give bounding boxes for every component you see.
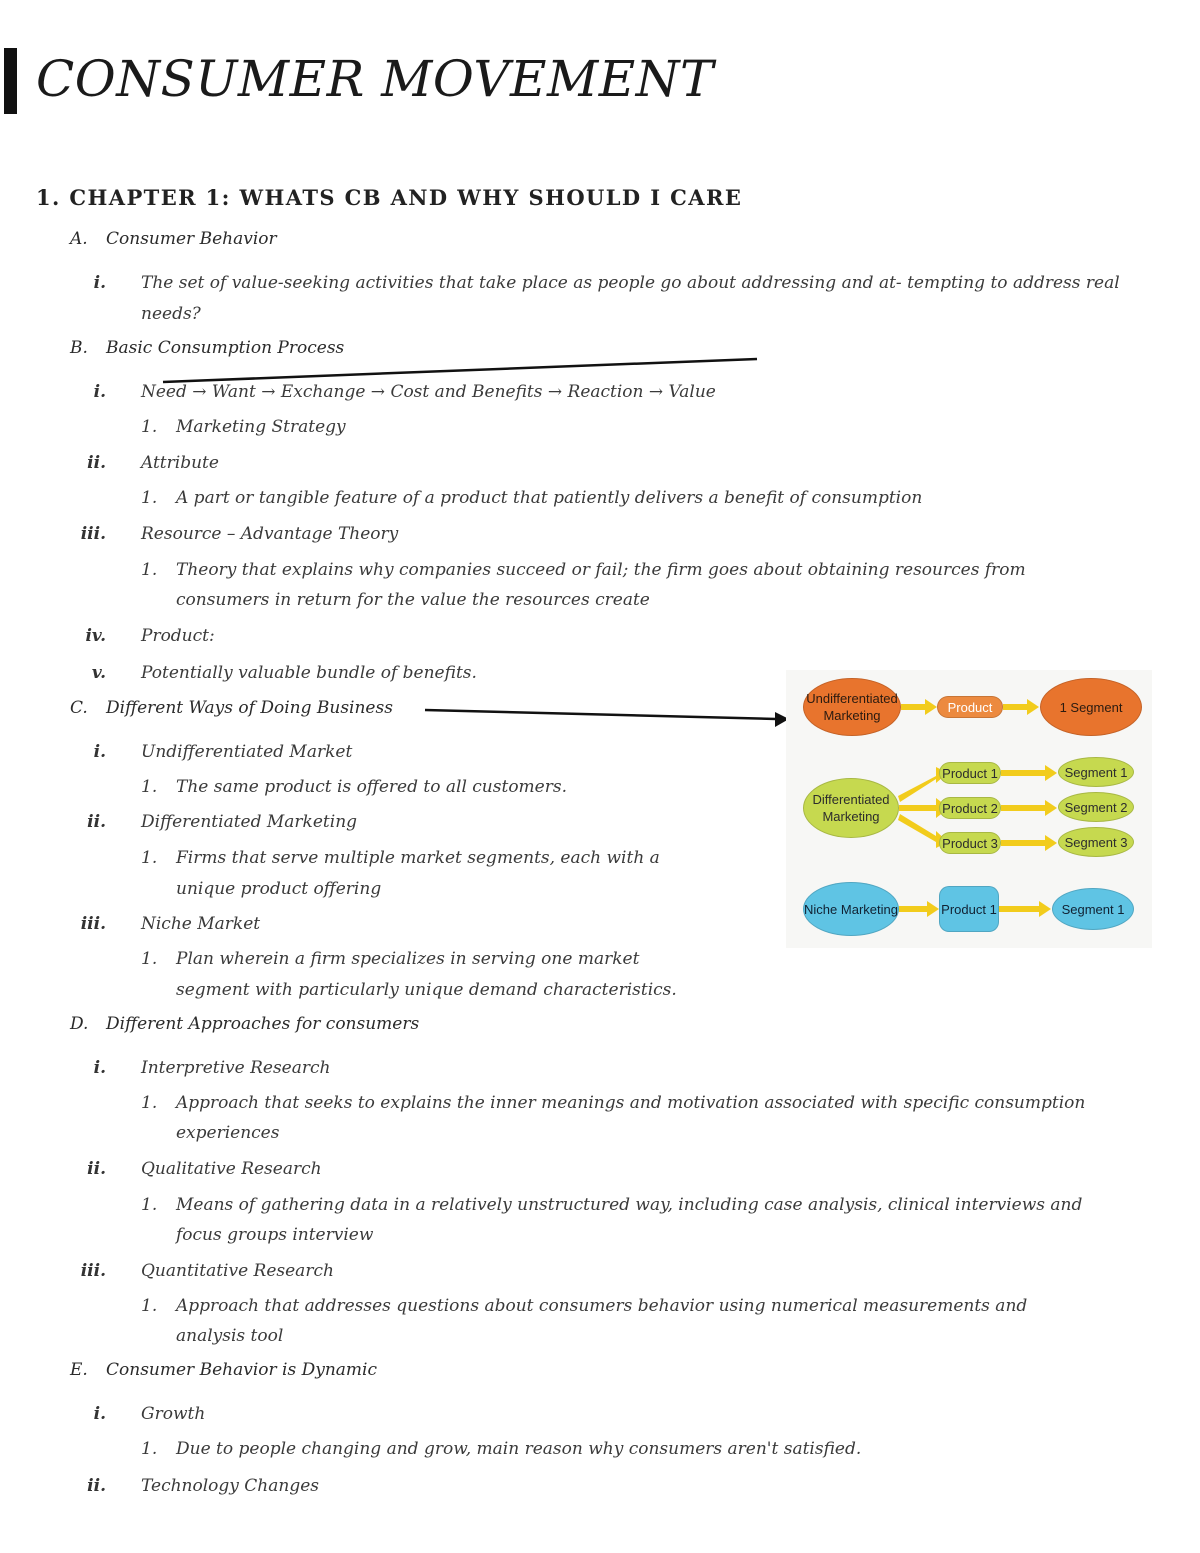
flow-arrow (1001, 837, 1057, 849)
pointer-arrow-line (425, 710, 776, 719)
sub-item-text: focus groups interview (176, 1225, 374, 1245)
list-item-text: Potentially valuable bundle of benefits. (141, 663, 477, 683)
one-segment-node: 1 Segment (1040, 678, 1142, 736)
roman-marker: i. (93, 273, 106, 293)
list-item-text: Technology Changes (141, 1476, 320, 1496)
differentiated-marketing-node: Differentiated Marketing (803, 778, 899, 838)
sub-marker: 1. (141, 417, 158, 437)
sub-item-text: Approach that addresses questions about consumers behavior using numerical measurements and (176, 1296, 1028, 1316)
flow-arrow (999, 903, 1051, 915)
sub-item-text: Plan wherein a firm specializes in serving one market (176, 949, 640, 969)
list-item-text: Product: (141, 626, 215, 646)
list-item-text: Resource – Advantage Theory (141, 524, 399, 544)
sub-marker: 1. (141, 1439, 158, 1459)
roman-marker: iv. (85, 626, 106, 646)
section-a-label: Consumer Behavior (106, 229, 277, 249)
list-item-text: Need → Want → Exchange → Cost and Benefits → Reaction → Value (141, 382, 716, 402)
niche-product-node: Product 1 (939, 886, 999, 932)
roman-marker: i. (93, 1058, 106, 1078)
roman-marker: iii. (80, 1261, 106, 1281)
sub-marker: 1. (141, 1296, 158, 1316)
undifferentiated-marketing-node: Undifferentiated Marketing (803, 678, 901, 736)
sub-item-text: Approach that seeks to explains the inner meanings and motivation associated with specific consumption (176, 1093, 1086, 1113)
list-item-text: Undifferentiated Market (141, 742, 353, 762)
title-bar-accent (4, 48, 17, 114)
diff-segment-node: Segment 2 (1058, 792, 1134, 822)
marketing-strategy-diagram (786, 670, 1152, 948)
diff-product-node: Product 2 (939, 797, 1001, 819)
section-a-marker: A. (70, 229, 88, 249)
sub-item-text: The same product is offered to all customers. (176, 777, 567, 797)
chapter-heading: 1. CHAPTER 1: WHATS CB AND WHY SHOULD I CARE (36, 185, 743, 210)
section-c-marker: C. (70, 698, 88, 718)
section-b-label: Basic Consumption Process (106, 338, 345, 358)
list-item-text: Qualitative Research (141, 1159, 322, 1179)
roman-marker: i. (93, 742, 106, 762)
sub-marker: 1. (141, 488, 158, 508)
list-item-text: Attribute (141, 453, 219, 473)
section-d-marker: D. (70, 1014, 89, 1034)
roman-marker: ii. (87, 812, 106, 832)
sub-item-text: Theory that explains why companies succeed or fail; the firm goes about obtaining resources from (176, 560, 1026, 580)
list-item-text: The set of value-seeking activities that take place as people go about addressing and at- tempting to address real (141, 273, 1120, 293)
sub-item-text: segment with particularly unique demand characteristics. (176, 980, 677, 1000)
flow-arrow (899, 903, 939, 915)
list-item-text: Interpretive Research (141, 1058, 331, 1078)
section-e-label: Consumer Behavior is Dynamic (106, 1360, 377, 1380)
section-e-marker: E. (70, 1360, 88, 1380)
sub-item-text: unique product offering (176, 879, 382, 899)
section-d-label: Different Approaches for consumers (106, 1014, 420, 1034)
roman-marker: ii. (87, 453, 106, 473)
roman-marker: iii. (80, 524, 106, 544)
diff-segment-node: Segment 1 (1058, 757, 1134, 787)
niche-segment-node: Segment 1 (1052, 888, 1134, 930)
list-item-text: Growth (141, 1404, 206, 1424)
list-item-text: Quantitative Research (141, 1261, 334, 1281)
page-title: CONSUMER MOVEMENT (36, 50, 714, 108)
roman-marker: i. (93, 382, 106, 402)
flow-arrow (1001, 802, 1057, 814)
sub-item-text: analysis tool (176, 1326, 284, 1346)
sub-marker: 1. (141, 1195, 158, 1215)
roman-marker: ii. (87, 1159, 106, 1179)
roman-marker: ii. (87, 1476, 106, 1496)
list-item-text: needs? (141, 304, 201, 324)
sub-marker: 1. (141, 848, 158, 868)
roman-marker: v. (91, 663, 106, 683)
sub-marker: 1. (141, 560, 158, 580)
diff-product-node: Product 3 (939, 832, 1001, 854)
sub-item-text: A part or tangible feature of a product that patiently delivers a benefit of consumption (176, 488, 923, 508)
product-node: Product (937, 696, 1003, 718)
sub-marker: 1. (141, 1093, 158, 1113)
sub-item-text: Marketing Strategy (176, 417, 346, 437)
sub-item-text: consumers in return for the value the resources create (176, 590, 650, 610)
sub-item-text: experiences (176, 1123, 280, 1143)
sub-marker: 1. (141, 777, 158, 797)
sub-item-text: Firms that serve multiple market segments, each with a (176, 848, 660, 868)
flow-arrow (1001, 767, 1057, 779)
sub-marker: 1. (141, 949, 158, 969)
diff-segment-node: Segment 3 (1058, 827, 1134, 857)
list-item-text: Niche Market (141, 914, 261, 934)
roman-marker: iii. (80, 914, 106, 934)
section-c-label: Different Ways of Doing Business (106, 698, 393, 718)
diff-product-node: Product 1 (939, 762, 1001, 784)
list-item-text: Differentiated Marketing (141, 812, 358, 832)
sub-item-text: Due to people changing and grow, main reason why consumers aren't satisfied. (176, 1439, 862, 1459)
section-b-marker: B. (70, 338, 88, 358)
sub-item-text: Means of gathering data in a relatively unstructured way, including case analysis, clinical interviews and (176, 1195, 1083, 1215)
niche-marketing-node: Niche Marketing (803, 882, 899, 936)
roman-marker: i. (93, 1404, 106, 1424)
